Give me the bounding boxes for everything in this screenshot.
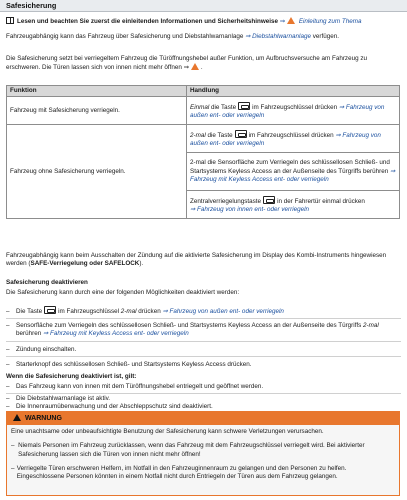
- item1-text3: drücken: [138, 308, 161, 315]
- intro-note: [6, 17, 401, 26]
- para1-line2: erschweren. Die Türen lassen sich von innen nicht mehr öffnen ⇒: [6, 64, 189, 72]
- table-header-row: [7, 86, 400, 97]
- book-icon: [6, 17, 14, 24]
- warning-intro: Eine unachtsame oder unbeaufsichtigte Benutzung der Safesicherung kann schwere Verletzungen verursachen.: [11, 428, 324, 435]
- intro-line-text: Fahrzeugabhängig kann das Fahrzeug über Safesicherung und Diebstahlwarnanlage: [6, 33, 244, 40]
- item1-text: Die Taste: [16, 308, 43, 315]
- function-table: [6, 85, 400, 219]
- item2-link[interactable]: ⇒ Fahrzeug mit Keyless Access ent- oder verriegeln: [42, 330, 189, 338]
- arrow-icon: ⇒: [279, 18, 286, 25]
- row1-taste: die Taste: [211, 103, 237, 111]
- divider: [6, 356, 401, 357]
- item1-em: 2-mal: [120, 308, 137, 315]
- row2-handlung-1: [187, 125, 400, 153]
- warning-item: – Niemals Personen im Fahrzeug zurücklassen, wenn das Fahrzeug mit dem Fahrzeugschlüssel verriegelt wird. Bei aktivierter Safesicherung lassen sich die Türen von innen nicht mehr öffnen!: [11, 442, 395, 459]
- when-item-1: Das Fahrzeug kann von innen mit dem Türöffnungshebel entriegelt und geöffnet werden.: [16, 383, 264, 390]
- para2-end: ).: [139, 260, 144, 268]
- para-display-hint: [6, 252, 401, 269]
- item2-em: 2-mal: [362, 322, 379, 329]
- list-item: – Sensorfläche zum Verriegeln des schlüssellosen Schließ- und Startsystems Keyless Access an der Außenseite des Türgriffs 2-mal berühren ⇒ Fahrzeug mit Keyless Access ent- oder verriegeln: [6, 322, 379, 338]
- table-row: [7, 97, 400, 125]
- divider: [6, 318, 401, 319]
- when-item-2: Die Diebstahlwarnanlage ist aktiv.: [16, 395, 111, 402]
- item2-text: Sensorfläche zum Verriegeln des schlüssellosen Schließ- und Startsystems Keyless Access an der Außenseite des Türgriffs: [16, 322, 362, 329]
- para1-line1: Die Safesicherung setzt bei verriegeltem Fahrzeug die Türöffnungshebel außer Funktion, um Aufbruchsversuche am Fahrzeug zu: [6, 55, 367, 62]
- divider: [6, 393, 401, 394]
- item4-text: Starterknopf des schlüssellosen Schließ- und Startsystems Keyless Access drücken.: [16, 361, 252, 368]
- warning-body: [7, 425, 399, 490]
- item3-text: Zündung einschalten.: [16, 346, 77, 353]
- row2-link-3[interactable]: ⇒ Fahrzeug von innen ent- oder verriegeln: [190, 205, 310, 213]
- item1-link[interactable]: ⇒ Fahrzeug von außen ent- oder verriegeln: [162, 308, 284, 315]
- list-item: – Starterknopf des schlüssellosen Schließ- und Startsystems Keyless Access drücken.: [6, 361, 252, 368]
- row1-text: im Fahrzeugschlüssel drücken: [252, 103, 338, 111]
- list-item: – Die Innenraumüberwachung und der Abschleppschutz sind deaktiviert.: [6, 403, 213, 410]
- title-bar: [0, 0, 407, 12]
- warning-header: [7, 412, 399, 425]
- warning-item-2: Verriegelte Türen erschweren Helfern, im Notfall in den Fahrzeuginnenraum zu gelangen und den Personen zu helfen. Eingeschlossene Personen könnten in einem Notfall nicht durch Entriegeln der Türen aus dem Fahrzeug gelangen.: [16, 464, 347, 481]
- row2-link-2[interactable]: ⇒ Fahrzeug mit Keyless Access ent- oder verriegeln: [190, 167, 396, 183]
- row1-handlung: [187, 97, 400, 125]
- intro-line: [6, 33, 401, 41]
- para2-code: SAFE-Verriegelung oder SAFELOCK: [30, 260, 140, 268]
- lock-key-icon: [44, 306, 56, 314]
- item1-text2: im Fahrzeugschlüssel: [58, 308, 120, 315]
- warning-triangle-icon: [287, 17, 295, 24]
- intro-link[interactable]: Einleitung zum Thema: [298, 18, 362, 25]
- warning-item-1: Niemals Personen im Fahrzeug zurücklassen, wenn das Fahrzeug mit dem Fahrzeugschlüssel verriegelt wird. Bei aktivierter Safesicherung lassen sich die Türen von innen nicht mehr öffnen!: [18, 442, 365, 458]
- divider: [6, 341, 401, 342]
- header-handlung: Handlung: [187, 86, 400, 97]
- deactivate-heading: Safesicherung deaktivieren: [6, 279, 88, 286]
- row2-2mal: 2-mal: [190, 131, 206, 139]
- list-item: – Die Taste im Fahrzeugschlüssel 2-mal drücken ⇒ Fahrzeug von außen ent- oder verriegeln: [6, 308, 284, 315]
- header-funktion: Funktion: [7, 86, 187, 97]
- row2-taste: die Taste: [207, 131, 233, 139]
- item2-text2: berühren: [16, 330, 42, 338]
- lock-key-icon: [235, 130, 247, 138]
- row1-funktion: Fahrzeug mit Safesicherung verriegeln.: [7, 97, 187, 125]
- row2-zv-text2: in der Fahrertür einmal drücken: [277, 197, 365, 205]
- para2-text: Fahrzeugabhängig kann beim Ausschalten der Zündung auf die aktivierte Safesicherung im Display des Kombi-Instruments hingewiesen werden (: [6, 252, 387, 268]
- list-item: – Das Fahrzeug kann von innen mit dem Türöffnungshebel entriegelt und geöffnet werden.: [6, 383, 264, 390]
- row2-link-1[interactable]: ⇒ Fahrzeug von außen ent- oder verriegeln: [190, 131, 381, 147]
- row2-handlung-3: [187, 191, 400, 219]
- lock-key-icon: [238, 102, 250, 110]
- deactivate-intro: Die Safesicherung kann durch eine der folgenden Möglichkeiten deaktiviert werden:: [6, 289, 240, 296]
- row1-einmal: Einmal: [190, 103, 210, 111]
- page-title: Safesicherung: [6, 1, 57, 10]
- table-row: [7, 125, 400, 153]
- warning-item: – Verriegelte Türen erschweren Helfern, im Notfall in den Fahrzeuginnenraum zu gelangen und den Personen zu helfen. Eingeschlossene Personen könnten in einem Notfall nicht durch Entriegeln der Türen aus dem Fahrzeug gelangen.: [11, 465, 395, 482]
- warning-triangle-icon: [191, 63, 199, 70]
- row2-funktion: Fahrzeug ohne Safesicherung verriegeln.: [7, 125, 187, 219]
- list-item: – Zündung einschalten.: [6, 346, 77, 353]
- central-lock-icon: [263, 196, 275, 204]
- warning-title: WARNUNG: [24, 415, 62, 422]
- row2-sensor-text: 2-mal die Sensorfläche zum Verriegeln des schlüssellosen Schließ- und Startsystems Keyless Access an der Außenseite des Türgriffs berühren: [190, 159, 390, 175]
- warning-box: [6, 411, 400, 496]
- row1-link[interactable]: ⇒ Fahrzeug von außen ent- oder verriegeln: [190, 103, 385, 119]
- when-item-3: Die Innenraumüberwachung und der Abschleppschutz sind deaktiviert.: [16, 403, 213, 410]
- intro-note-text: Lesen und beachten Sie zuerst die einleitenden Informationen und Sicherheitshinweise: [17, 18, 279, 25]
- when-heading: Wenn die Safesicherung deaktiviert ist, gilt:: [6, 373, 137, 380]
- row2-handlung-2: [187, 153, 400, 191]
- row2-zv-text: Zentralverriegelungstaste: [190, 197, 262, 205]
- warning-triangle-icon: [13, 414, 21, 421]
- dwa-link[interactable]: ⇒ Diebstahlwarnanlage: [245, 33, 311, 40]
- intro-line-end: verfügen.: [312, 33, 339, 40]
- para-safesicherung: Die Safesicherung setzt bei verriegeltem Fahrzeug die Türöffnungshebel außer Funktion, um Aufbruchsversuche am Fahrzeug zu erschweren. Die Türen lassen sich von innen nicht mehr öffnen ⇒ .: [6, 55, 401, 73]
- list-item: – Die Diebstahlwarnanlage ist aktiv.: [6, 395, 111, 402]
- row2-text: im Fahrzeugschlüssel drücken: [248, 131, 334, 139]
